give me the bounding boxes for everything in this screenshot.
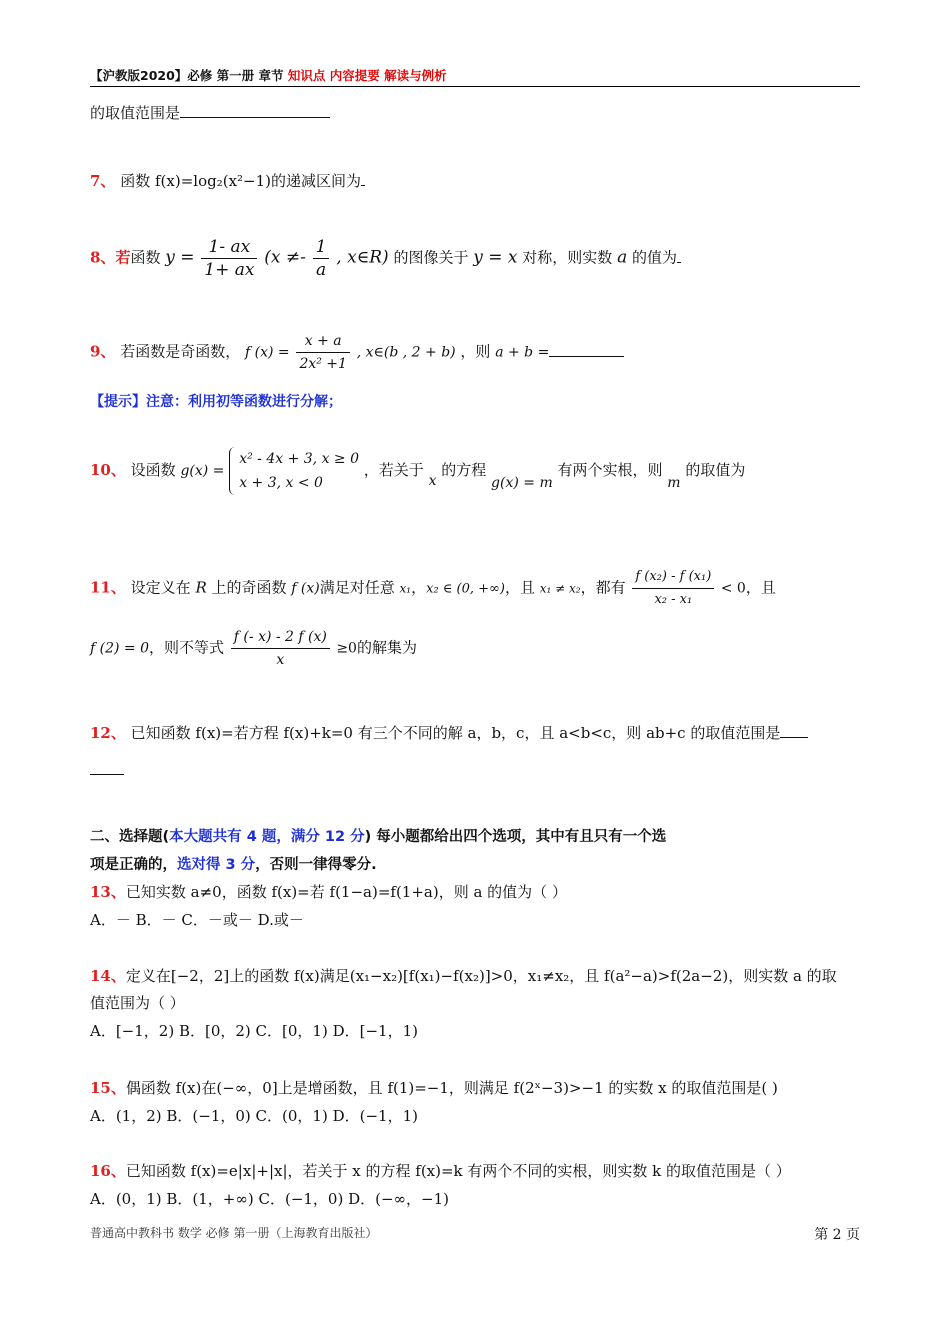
- fraction: $\frac{x + a}{\text{2x² +1}}$: [296, 330, 350, 375]
- fraction: $\frac{\text{f (x₂) - f (x₁)}}{\text{x₂ - x₁}}$: [632, 566, 714, 611]
- fraction: $\frac{1}{a}$: [313, 236, 330, 281]
- header-rule: [90, 86, 860, 87]
- header-highlight: 知识点 内容提要 解读与例析: [287, 68, 447, 83]
- answer-blank: [180, 103, 330, 118]
- question-8: 8、若函数 y = $\frac{1- ax}{1+ ax}$ (x ≠- $\frac{1}{a}$ , x∈R) 的图像关于 y = x 对称，则实数 a 的值为: [90, 236, 681, 281]
- question-11: 11、 设定义在 R 上的奇函数 f (x)满足对任意 x₁，x₂ ∈ (0, +∞)，且 x₁ ≠ x₂，都有 $\frac{\text{f (x₂) - f (x₁)}}{\text{x₂ - x₁}}$ < 0，且: [90, 566, 776, 611]
- question-13: 13、已知实数 a≠0，函数 f(x)=若 f(1−a)=f(1+a)，则 a 的值为（ ）: [90, 883, 567, 901]
- question-14-options: A．[−1，2) B．[0，2) C．[0，1) D．[−1，1): [90, 1022, 418, 1040]
- question-16-options: A．(0，1) B．(1，+∞) C．(−1，0) D．(−∞，−1): [90, 1190, 450, 1208]
- footer-publisher: 普通高中教科书 数学 必修 第一册（上海教育出版社）: [90, 1226, 378, 1240]
- page-footer: [90, 1224, 860, 1241]
- answer-blank: [90, 760, 124, 775]
- question-16: 16、已知函数 f(x)=e|x|+|x|，若关于 x 的方程 f(x)=k 有两个不同的实根，则实数 k 的取值范围是（ ）: [90, 1162, 791, 1180]
- fraction: $\frac{f (- x) - 2 f (x)}{x}$: [231, 626, 330, 671]
- question-15: 15、偶函数 f(x)在(−∞，0]上是增函数，且 f(1)=−1，则满足 f(2ˣ−3)>−1 的实数 x 的取值范围是( ): [90, 1079, 778, 1097]
- piecewise-definition: x² - 4x + 3, x ≥ 0 x + 3, x < 0: [229, 447, 359, 495]
- page-number: 第 2 页: [814, 1227, 860, 1243]
- section-2-heading: 二、选择题(本大题共有 4 题，满分 12 分) 每小题都给出四个选项，其中有且只有一个选: [90, 829, 667, 845]
- answer-blank: [677, 248, 681, 263]
- answer-blank: [361, 171, 365, 186]
- question-13-options: A．－ B．－ C．－或－ D.或－: [90, 911, 304, 929]
- fraction: $\frac{1- ax}{1+ ax}$: [201, 236, 257, 281]
- page-header: [90, 66, 860, 86]
- answer-blank: [549, 342, 624, 357]
- q6-tail: 的取值范围是: [90, 102, 330, 123]
- question-12-blank: [90, 760, 124, 779]
- question-10: 10、 设函数 g(x) = x² - 4x + 3, x ≥ 0 x + 3, x < 0 ，若关于 x 的方程 g(x) = m 有两个实根，则 m 的取值为: [90, 447, 745, 495]
- question-15-options: A．(1，2) B．(−1，0) C．(0，1) D．(−1，1): [90, 1107, 418, 1125]
- answer-blank: [780, 723, 808, 738]
- question-7: 7、 函数 f(x)=log₂(x²−1)的递减区间为: [90, 170, 365, 191]
- question-14: 14、定义在[−2，2]上的函数 f(x)满足(x₁−x₂)[f(x₁)−f(x₂)]>0，x₁≠x₂，且 f(a²−a)>f(2a−2)，则实数 a 的取: [90, 967, 837, 985]
- section-2-heading-cont: 项是正确的，选对得 3 分，否则一律得零分.: [90, 857, 377, 873]
- hint-note: 【提示】注意：利用初等函数进行分解；: [90, 394, 342, 410]
- question-11-cont: f (2) = 0，则不等式 $\frac{f (- x) - 2 f (x)}{x}$ ≥0的解集为: [90, 626, 417, 671]
- question-12: 12、 已知函数 f(x)=若方程 f(x)+k=0 有三个不同的解 a，b，c，且 a<b<c，则 ab+c 的取值范围是: [90, 722, 808, 743]
- question-9: 9、 若函数是奇函数， f (x) = $\frac{x + a}{\text{2x² +1}}$ , x∈(b , 2 + b) ，则 a + b =: [90, 330, 624, 375]
- header-series: 【沪教版2020】必修 第一册 章节: [90, 68, 288, 83]
- brace-icon: [229, 447, 236, 495]
- question-14-cont: 值范围为（ ）: [90, 994, 185, 1012]
